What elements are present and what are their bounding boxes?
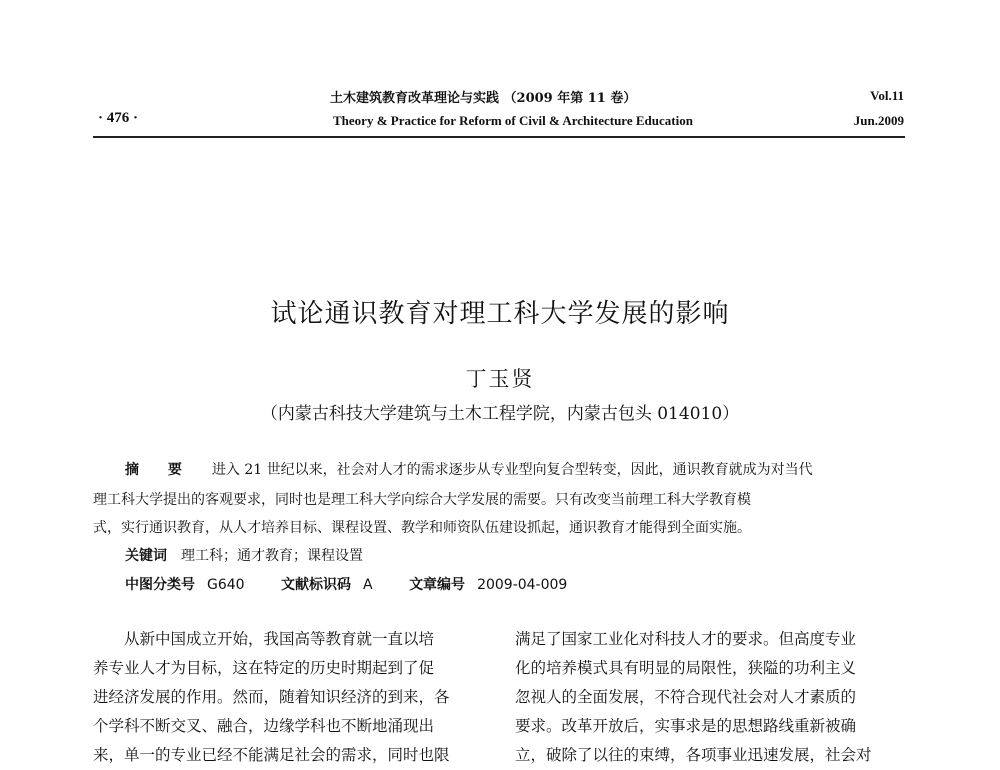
keywords-value: 理工科；通才教育；课程设置 [181, 548, 363, 564]
body-line: 要求。改革开放后，实事求是的思想路线重新被确 [515, 717, 857, 735]
doc-code-value: A [363, 577, 373, 593]
article-author: 丁玉贤 [465, 367, 535, 391]
abstract-line [125, 459, 813, 479]
body-line: 来，单一的专业已经不能满足社会的需求，同时也限 [93, 746, 450, 764]
volume-label: Vol.11 [870, 88, 904, 103]
body-line: 满足了国家工业化对科技人才的要求。但高度专业 [515, 630, 857, 648]
body-line: 进经济发展的作用。然而，随着知识经济的到来，各 [93, 688, 450, 706]
author-affiliation: （内蒙古科技大学建筑与土木工程学院，内蒙古包头 014010） [260, 404, 740, 424]
journal-title-en: Theory & Practice for Reform of Civil & Architecture Education [333, 113, 693, 128]
body-column-left [93, 625, 450, 770]
abstract-line: 式，实行通识教育，从人才培养目标、课程设置、教学和师资队伍建设抓起，通识教育才能得到全面实施。 [93, 520, 751, 536]
abstract-text: 进入 21 世纪以来，社会对人才的需求逐步从专业型向复合型转变，因此，通识教育就成为对当代 [211, 462, 813, 478]
keywords-label: 关键词 [125, 548, 167, 564]
classification-row [125, 574, 567, 594]
clc-label: 中图分类号 [125, 577, 195, 593]
clc-value: G640 [207, 577, 245, 593]
issue-date: Jun.2009 [853, 113, 904, 128]
journal-title-cn: 土木建筑教育改革理论与实践 （2009 年第 11 卷） [330, 91, 637, 106]
body-line: 养专业人才为目标，这在特定的历史时期起到了促 [93, 659, 435, 677]
body-line: 个学科不断交叉、融合，边缘学科也不断地涌现出 [93, 717, 435, 735]
article-number-label: 文章编号 [409, 577, 466, 593]
abstract-label: 摘 要 [125, 462, 194, 478]
body-line: 化的培养模式具有明显的局限性，狭隘的功利主义 [515, 659, 857, 677]
body-line: 从新中国成立开始，我国高等教育就一直以培 [93, 630, 435, 648]
body-line: 立，破除了以往的束缚，各项事业迅速发展，社会对 [515, 746, 872, 764]
doc-code-label: 文献标识码 [281, 577, 352, 593]
abstract-line: 理工科大学提出的客观要求，同时也是理工科大学向综合大学发展的需要。只有改变当前理工科大学教育模 [93, 492, 751, 508]
article-title: 试论通识教育对理工科大学发展的影响 [270, 299, 730, 329]
body-column-right [515, 625, 872, 770]
header-divider [93, 136, 905, 138]
keywords-row [125, 545, 363, 565]
article-number-value: 2009-04-009 [477, 577, 568, 593]
page-number: · 476 · [98, 110, 139, 126]
body-line: 忽视人的全面发展，不符合现代社会对人才素质的 [515, 688, 857, 706]
